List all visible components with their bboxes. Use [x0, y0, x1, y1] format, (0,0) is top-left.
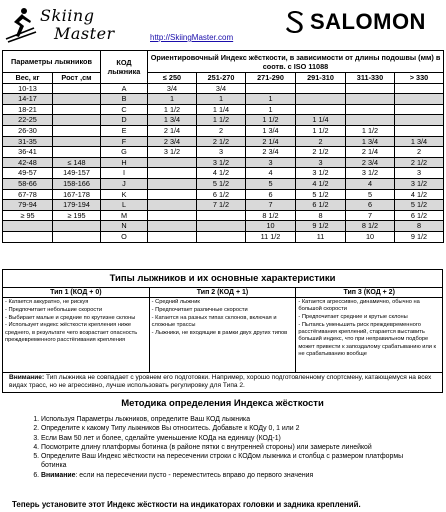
index-cell: 5 1/2 — [197, 178, 246, 189]
index-cell: 1 1/2 — [148, 104, 197, 115]
index-cell — [197, 221, 246, 232]
index-cell: 4 1/2 — [197, 168, 246, 179]
step6-label: Внимание — [41, 471, 76, 479]
index-cell: 2 — [197, 125, 246, 136]
table-row — [3, 147, 444, 158]
code-cell: I — [101, 168, 148, 179]
index-cell: 2 3/4 — [346, 157, 395, 168]
index-cell: 4 — [246, 168, 296, 179]
table-row — [3, 115, 444, 126]
index-cell: 1 1/2 — [346, 125, 395, 136]
method-step: 1. Используя Параметры лыжников, определите Ваш КОД лыжника — [41, 415, 427, 424]
index-cell — [246, 83, 296, 94]
method-step: 2. Определите к какому Типу лыжников Вы относитесь. Добавьте к КОДу 0, 1 или 2 — [41, 424, 427, 433]
index-cell: 11 — [296, 231, 346, 242]
skiing-master-logo — [4, 6, 124, 44]
index-cell: 3 1/2 — [148, 147, 197, 158]
index-cell: 7 1/2 — [197, 200, 246, 211]
index-cell — [197, 231, 246, 242]
sole-col-header: > 330 — [395, 73, 444, 84]
index-cell: 10 — [246, 221, 296, 232]
code-cell: B — [101, 94, 148, 105]
weight-cell — [3, 231, 53, 242]
height-cell: 149-157 — [53, 168, 101, 179]
table-row — [3, 94, 444, 105]
index-cell: 5 — [346, 189, 395, 200]
table-row — [3, 125, 444, 136]
index-cell: 3 1/2 — [395, 178, 444, 189]
index-cell: 2 — [296, 136, 346, 147]
index-cell: 1 1/4 — [197, 104, 246, 115]
index-cell: 2 1/2 — [197, 136, 246, 147]
type1-item: - Выбирает малые и средние по крутизне склоны — [5, 314, 136, 321]
table-row — [3, 210, 444, 221]
code-header: КОД лыжника — [101, 51, 148, 84]
code-cell: E — [101, 125, 148, 136]
table-row — [3, 221, 444, 232]
code-cell: D — [101, 115, 148, 126]
height-cell: ≥ 195 — [53, 210, 101, 221]
index-cell — [148, 157, 197, 168]
index-cell: 8 1/2 — [246, 210, 296, 221]
index-cell: 3 — [246, 157, 296, 168]
type1-item: - Катается аккуратно, не рискуя — [5, 299, 89, 305]
index-cell: 1 3/4 — [148, 115, 197, 126]
weight-cell: 42-48 — [3, 157, 53, 168]
final-instruction: Теперь установите этот Индекс жёсткости на индикаторах головки и задника креплений. — [12, 500, 361, 509]
weight-cell: 14-17 — [3, 94, 53, 105]
weight-cell — [3, 221, 53, 232]
index-cell — [395, 104, 444, 115]
site-link[interactable]: http://SkiingMaster.com — [150, 33, 234, 42]
index-cell — [148, 221, 197, 232]
code-cell: H — [101, 157, 148, 168]
weight-cell: 26-30 — [3, 125, 53, 136]
type2-header: Тип 2 (КОД + 1) — [150, 288, 296, 298]
index-cell: 5 — [246, 178, 296, 189]
method-step: 4. Посмотрите длину платформы ботинка (в районе пятки с внутренней стороны) или замерьте линейкой — [41, 443, 427, 452]
table-row — [3, 104, 444, 115]
height-cell — [53, 147, 101, 158]
method-step: 5. Определите Ваш Индекс жёсткости на пересечении строки с КОДом лыжника и столбца с размером платформы ботинка — [41, 452, 427, 471]
type2-item: - Предпочитает различные скорости — [151, 306, 248, 313]
height-cell: ≤ 148 — [53, 157, 101, 168]
table-row — [3, 231, 444, 242]
index-cell: 3 — [296, 157, 346, 168]
index-cell: 1 1/2 — [246, 115, 296, 126]
index-cell — [395, 125, 444, 136]
table-row — [3, 178, 444, 189]
code-cell: J — [101, 178, 148, 189]
height-header: Рост ,см — [53, 73, 101, 84]
method-steps — [27, 415, 427, 480]
salomon-logo — [284, 10, 444, 36]
method-step — [41, 471, 427, 480]
index-cell — [346, 94, 395, 105]
type3-item: - Предпочитает средние и крутые склоны — [298, 314, 408, 321]
weight-cell: ≥ 95 — [3, 210, 53, 221]
salomon-wordmark: SALOMON — [310, 9, 426, 34]
type1-item: - Использует индекс жёсткости крепления ниже среднего, в результате чего возрастает опасность преждевременного расстёгивания крепления — [5, 322, 138, 343]
index-cell — [148, 200, 197, 211]
skier-icon — [4, 6, 38, 44]
code-cell: F — [101, 136, 148, 147]
code-cell: M — [101, 210, 148, 221]
index-cell — [346, 104, 395, 115]
index-cell: 5 1/2 — [395, 200, 444, 211]
sole-col-header: ≤ 250 — [148, 73, 197, 84]
height-cell: 158-166 — [53, 178, 101, 189]
index-cell: 1 1/2 — [296, 125, 346, 136]
weight-cell: 18-21 — [3, 104, 53, 115]
index-cell — [296, 94, 346, 105]
type3-header: Тип 3 (КОД + 2) — [296, 288, 442, 298]
din-table — [2, 50, 444, 243]
salomon-mark-icon — [284, 10, 306, 34]
code-cell: L — [101, 200, 148, 211]
sole-col-header: 251-270 — [197, 73, 246, 84]
type3-item: - Катается агрессивно, динамично, обычно на большой скорости — [298, 299, 420, 313]
code-cell: O — [101, 231, 148, 242]
weight-cell: 31-35 — [3, 136, 53, 147]
index-cell — [197, 210, 246, 221]
index-cell: 8 — [395, 221, 444, 232]
height-cell — [53, 231, 101, 242]
index-cell — [346, 83, 395, 94]
table-row — [3, 136, 444, 147]
height-cell — [53, 94, 101, 105]
weight-cell: 67-78 — [3, 189, 53, 200]
index-cell: 3 — [197, 147, 246, 158]
type1-header: Тип 1 (КОД + 0) — [3, 288, 149, 298]
code-cell: A — [101, 83, 148, 94]
code-cell: N — [101, 221, 148, 232]
table-row — [3, 168, 444, 179]
index-cell: 2 — [395, 147, 444, 158]
params-header: Параметры лыжников — [3, 51, 101, 73]
index-cell: 2 1/2 — [395, 157, 444, 168]
types-note — [2, 373, 443, 393]
table-row — [3, 200, 444, 211]
sole-col-header: 291-310 — [296, 73, 346, 84]
index-cell: 2 1/4 — [148, 125, 197, 136]
type2-item: - Лыжники, не входящие в рамки двух других типов — [151, 329, 288, 336]
index-cell: 3 1/2 — [197, 157, 246, 168]
index-cell: 10 — [346, 231, 395, 242]
type3-item: - Пытаясь уменьшить риск преждевременного расстёгивания креплений, старается выставить больший индекс, что при неправильном подборе может привести к запоздалому срабатыванию или к не срабатыванию вообще — [298, 321, 437, 358]
index-cell: 4 — [346, 178, 395, 189]
index-cell — [395, 115, 444, 126]
code-cell: K — [101, 189, 148, 200]
weight-header: Вес, кг — [3, 73, 53, 84]
step6-text: : если на пересечении пусто - переместитесь вправо до первого значения — [75, 471, 314, 479]
type1-item: - Предпочитает небольшие скорости — [5, 306, 103, 313]
index-cell: 2 3/4 — [148, 136, 197, 147]
index-cell: 9 1/2 — [296, 221, 346, 232]
index-cell: 1 1/2 — [197, 115, 246, 126]
index-cell — [148, 231, 197, 242]
table-row — [3, 189, 444, 200]
sole-col-header: 271-290 — [246, 73, 296, 84]
note-label: Внимание: — [9, 374, 45, 381]
index-cell: 9 1/2 — [395, 231, 444, 242]
index-cell — [346, 115, 395, 126]
index-cell: 6 — [346, 200, 395, 211]
index-cell: 2 1/2 — [296, 147, 346, 158]
sole-col-header: 311-330 — [346, 73, 395, 84]
index-cell: 6 1/2 — [395, 210, 444, 221]
index-cell: 3 1/2 — [296, 168, 346, 179]
index-cell: 2 1/4 — [246, 136, 296, 147]
logo-text-line1: Skiing — [40, 6, 95, 25]
index-cell: 2 3/4 — [246, 147, 296, 158]
skier-types-title: Типы лыжников и их основные характеристики — [2, 269, 443, 287]
index-cell: 6 1/2 — [296, 200, 346, 211]
height-cell — [53, 125, 101, 136]
height-cell — [53, 136, 101, 147]
index-cell: 1 3/4 — [346, 136, 395, 147]
skier-types-grid — [2, 287, 443, 373]
weight-cell: 22-25 — [3, 115, 53, 126]
skier-types-section — [2, 269, 443, 393]
weight-cell: 36-41 — [3, 147, 53, 158]
table-row — [3, 157, 444, 168]
index-cell: 1 3/4 — [395, 136, 444, 147]
index-cell — [148, 178, 197, 189]
index-cell: 6 — [246, 189, 296, 200]
index-cell: 5 1/2 — [296, 189, 346, 200]
index-cell — [148, 189, 197, 200]
index-cell: 1 1/4 — [296, 115, 346, 126]
index-cell: 7 — [346, 210, 395, 221]
weight-cell: 58-66 — [3, 178, 53, 189]
height-cell: 179-194 — [53, 200, 101, 211]
index-cell: 1 — [148, 94, 197, 105]
index-cell: 3/4 — [197, 83, 246, 94]
index-cell: 3 1/2 — [346, 168, 395, 179]
method-step: 3. Если Вам 50 лет и более, сделайте уменьшение КОДа на единицу (КОД-1) — [41, 434, 427, 443]
page-header — [0, 0, 446, 48]
index-cell: 1 — [246, 104, 296, 115]
index-cell: 3/4 — [148, 83, 197, 94]
method-title: Методика определения Индекса жёсткости — [121, 398, 324, 409]
index-cell: 8 — [296, 210, 346, 221]
index-cell: 1 — [197, 94, 246, 105]
index-cell: 7 — [246, 200, 296, 211]
index-cell: 3 — [395, 168, 444, 179]
index-cell — [148, 210, 197, 221]
code-cell: G — [101, 147, 148, 158]
type2-column — [150, 288, 297, 372]
index-cell — [296, 83, 346, 94]
index-cell: 4 1/2 — [395, 189, 444, 200]
type2-item: - Средний лыжник — [151, 299, 200, 305]
height-cell — [53, 115, 101, 126]
index-cell: 1 3/4 — [246, 125, 296, 136]
index-cell: 6 1/2 — [197, 189, 246, 200]
height-cell: 167-178 — [53, 189, 101, 200]
table-row — [3, 83, 444, 94]
index-cell — [148, 168, 197, 179]
type2-item: - Катается на разных типах склонов, включая и сложные трассы — [151, 314, 277, 328]
index-cell — [395, 83, 444, 94]
index-cell — [395, 94, 444, 105]
code-cell: C — [101, 104, 148, 115]
height-cell — [53, 83, 101, 94]
method-section — [2, 395, 443, 509]
weight-cell: 10-13 — [3, 83, 53, 94]
logo-text-line2: Master — [54, 24, 115, 43]
height-cell — [53, 104, 101, 115]
index-cell: 11 1/2 — [246, 231, 296, 242]
index-cell: 1 — [246, 94, 296, 105]
index-cell: 4 1/2 — [296, 178, 346, 189]
type3-column — [296, 288, 442, 372]
index-cell: 2 1/4 — [346, 147, 395, 158]
weight-cell: 79-94 — [3, 200, 53, 211]
type1-column — [3, 288, 150, 372]
index-cell: 8 1/2 — [346, 221, 395, 232]
index-cell — [296, 104, 346, 115]
height-cell — [53, 221, 101, 232]
index-header: Ориентировочный Индекс жёсткости, в зависимости от длины подошвы (мм) в соотв. с ISO 11088 — [148, 51, 444, 73]
note-text: Тип лыжника не совпадает с уровнем его подготовки. Например, хорошо подготовленному спортсмену, катающемуся на всех видах трасс, но не агрессивно, лучше использовать регулировку для Типа 2. — [9, 374, 432, 390]
weight-cell: 49-57 — [3, 168, 53, 179]
